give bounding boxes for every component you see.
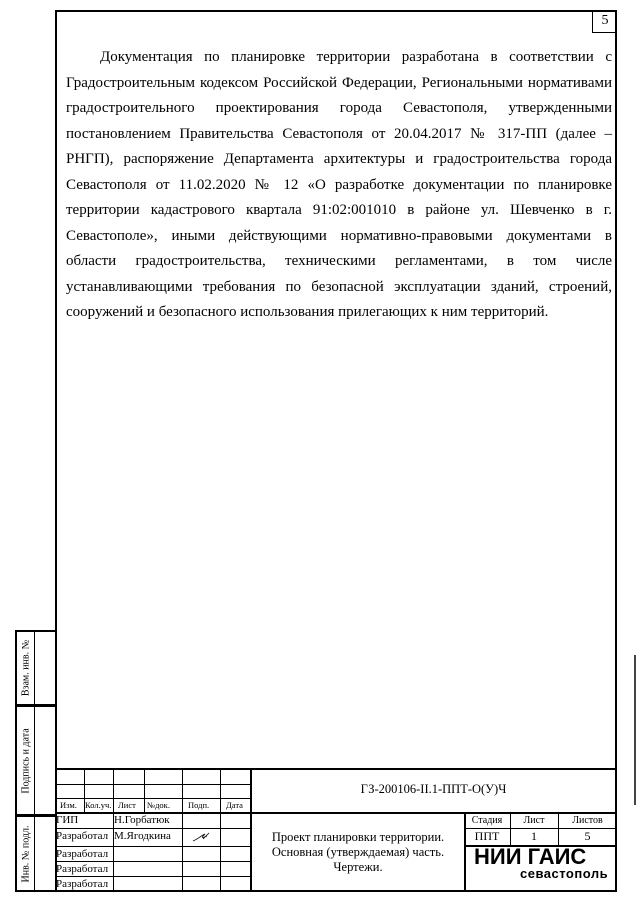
replace-inv-label: Взам. инв. № xyxy=(20,639,31,697)
org-logo-name: НИИ ГАИС xyxy=(474,844,587,869)
signature-mark xyxy=(190,830,212,844)
sheet-label: Лист xyxy=(523,815,545,826)
body-text xyxy=(66,45,612,326)
title-line: Проект планировки территории. xyxy=(271,830,445,844)
name: Н.Горбатюк xyxy=(114,814,170,826)
title-line: Чертежи. xyxy=(333,860,383,874)
inv-original-box xyxy=(15,815,55,892)
role: ГИП xyxy=(56,814,79,826)
role: Разработал xyxy=(56,830,109,842)
stage-label: Стадия xyxy=(471,815,503,826)
title-line: Основная (утверждаемая) часть. xyxy=(271,845,445,859)
inv-original-label: Инв. № подл. xyxy=(20,825,31,882)
name: М.Ягодкина xyxy=(114,830,171,842)
role: Разработал xyxy=(56,848,109,860)
role: Разработал xyxy=(56,878,109,890)
col-header: Изм. xyxy=(60,800,77,810)
document-title xyxy=(252,830,464,875)
org-logo-city: севастополь xyxy=(520,866,609,881)
sheets-label: Листов xyxy=(572,815,603,826)
col-header: №док. xyxy=(147,800,170,810)
paragraph: Документация по планировке территории разработана в соответствии с Градостроительным кодексом Российской Федерации, Региональными нормативами градостроительного проектирования города Севастополя, утвержденными постановлением Правительства Севастополя от 20.04.2017 № 317-ПП (далее – РНГП), распоряжение Департамента архитектуры и градостроительства города Севастополя от 11.02.2020 № 12 «О разработке документации по планировке территории кадастрового квартала 91:02:001010 в районе ул. Шевченко в г. Севастополе», иными действующими нормативно-правовыми документами в области градостроительства, техническими регламентами, в том числе устанавливающими требования по безопасной эксплуатации зданий, строений, сооружений и безопасного использования прилегающих к ним территорий. xyxy=(66,49,612,320)
stage-value: ППТ xyxy=(474,829,500,843)
col-header: Лист xyxy=(118,800,136,810)
page-number: 5 xyxy=(592,10,617,33)
replace-inv-box xyxy=(15,630,55,706)
role: Разработал xyxy=(56,863,109,875)
sheet-value: 1 xyxy=(531,829,537,843)
col-header: Подп. xyxy=(188,800,210,810)
col-header: Кол.уч. xyxy=(85,800,112,810)
scan-edge-mark xyxy=(634,655,636,805)
signature-date-label: Подпись и дата xyxy=(20,727,31,794)
document-code: ГЗ-200106-II.1-ППТ-О(У)Ч xyxy=(360,782,507,796)
signature-date-box xyxy=(15,705,55,816)
col-header: Дата xyxy=(226,800,243,810)
sheets-value: 5 xyxy=(584,829,591,843)
